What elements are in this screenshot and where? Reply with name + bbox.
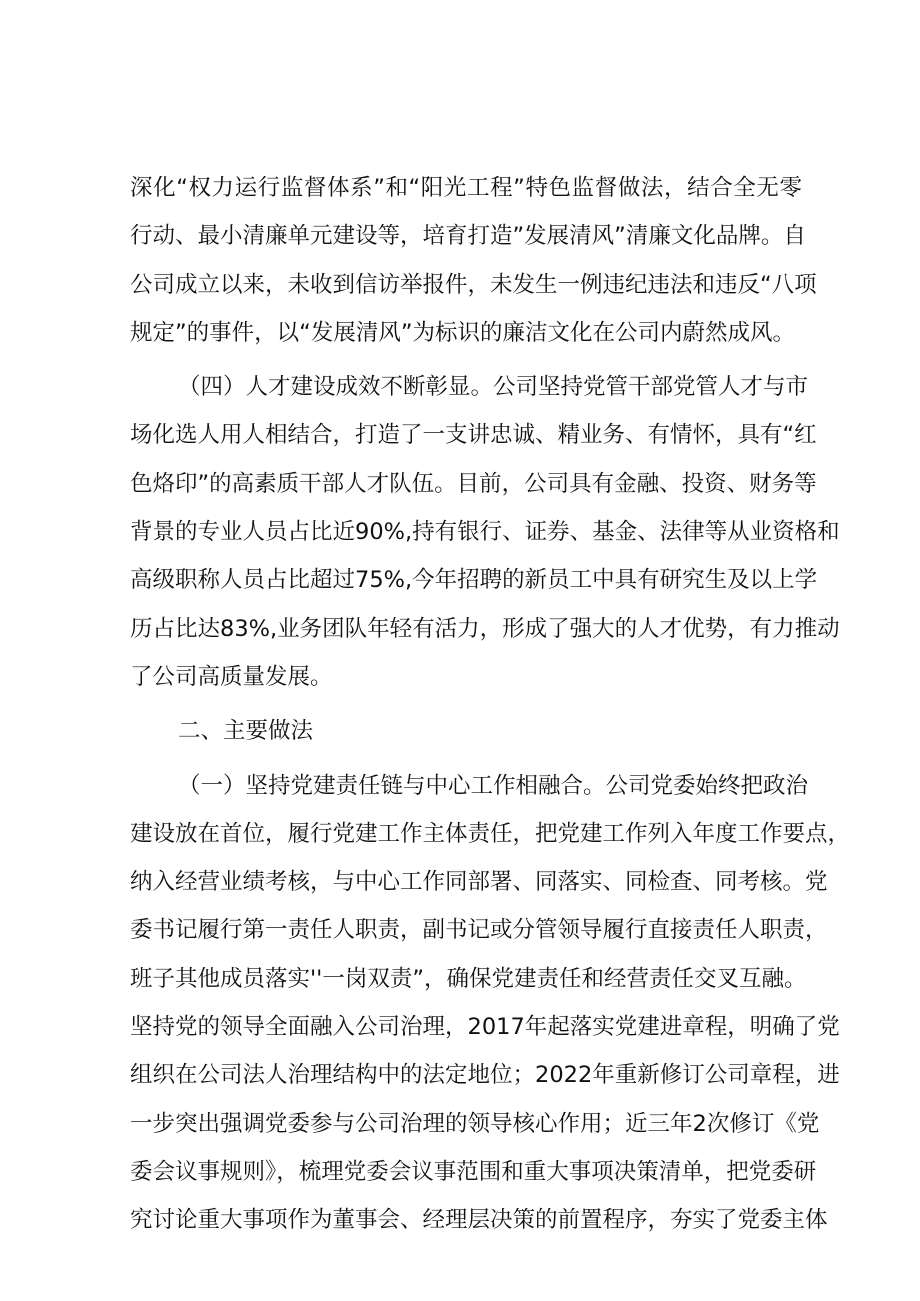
text-line: 了公司高质量发展。 — [130, 663, 333, 690]
text-line: 历占比达83%,业务团队年轻有活力，形成了强大的人才优势，有力推动 — [130, 615, 840, 642]
section-heading — [130, 707, 802, 755]
text-line: 班子其他成员落实''一岗双责”，确保党建责任和经营责任交叉互融。 — [130, 965, 807, 992]
text-line: 公司成立以来，未收到信访举报件，未发生一例违纪违法和违反“八项 — [130, 271, 817, 298]
paragraph-talent-building — [130, 363, 840, 701]
section-heading-text: 二、主要做法 — [178, 718, 314, 745]
document-body — [130, 164, 851, 1245]
text-line: 委会议事规则》，梳理党委会议事范围和重大事项决策清单，把党委研 — [130, 1158, 817, 1185]
text-line: （一）坚持党建责任链与中心工作相融合。公司党委始终把政治 — [178, 772, 809, 799]
text-line: （四）人才建设成效不断彰显。公司坚持党管干部党管人才与市 — [178, 374, 809, 401]
text-line: 纳入经营业绩考核，与中心工作同部署、同落实、同检查、同考核。党 — [130, 869, 828, 896]
text-line: 委书记履行第一责任人职责，副书记或分管领导履行直接责任人职责， — [130, 917, 828, 944]
text-line: 建设放在首位，履行党建工作主体责任，把党建工作列入年度工作要点， — [130, 820, 851, 847]
text-line: 规定”的事件，以“发展清风”为标识的廉洁文化在公司内蔚然成风。 — [130, 319, 795, 346]
text-line: 背景的专业人员占比近90%,持有银行、证券、基金、法律等从业资格和 — [130, 519, 840, 546]
text-line: 行动、最小清廉单元建设等，培育打造”发展清风”清廉文化品牌。自 — [130, 223, 806, 250]
paragraph-clean-culture — [130, 164, 817, 357]
text-line: 色烙印”的高素质干部人才队伍。目前，公司具有金融、投资、财务等 — [130, 470, 817, 497]
text-line: 坚持党的领导全面融入公司治理，2017年起落实党建进章程，明确了党 — [130, 1014, 840, 1041]
text-line: 高级职称人员占比超过75%,今年招聘的新员工中具有研究生及以上学 — [130, 567, 818, 594]
text-line: 深化“权力运行监督体系”和“阳光工程”特色监督做法，结合全无零 — [130, 175, 802, 201]
text-line: 究讨论重大事项作为董事会、经理层决策的前置程序，夯实了党委主体 — [130, 1207, 828, 1234]
text-line: 场化选人用人相结合，打造了一支讲忠诚、精业务、有情怀，具有“红 — [130, 422, 817, 449]
paragraph-party-responsibility — [130, 762, 851, 1245]
text-line: 组织在公司法人治理结构中的法定地位；2022年重新修订公司章程，进 — [130, 1062, 840, 1089]
text-line: 一步突出强调党委参与公司治理的领导核心作用；近三年2次修订《党 — [130, 1110, 820, 1137]
